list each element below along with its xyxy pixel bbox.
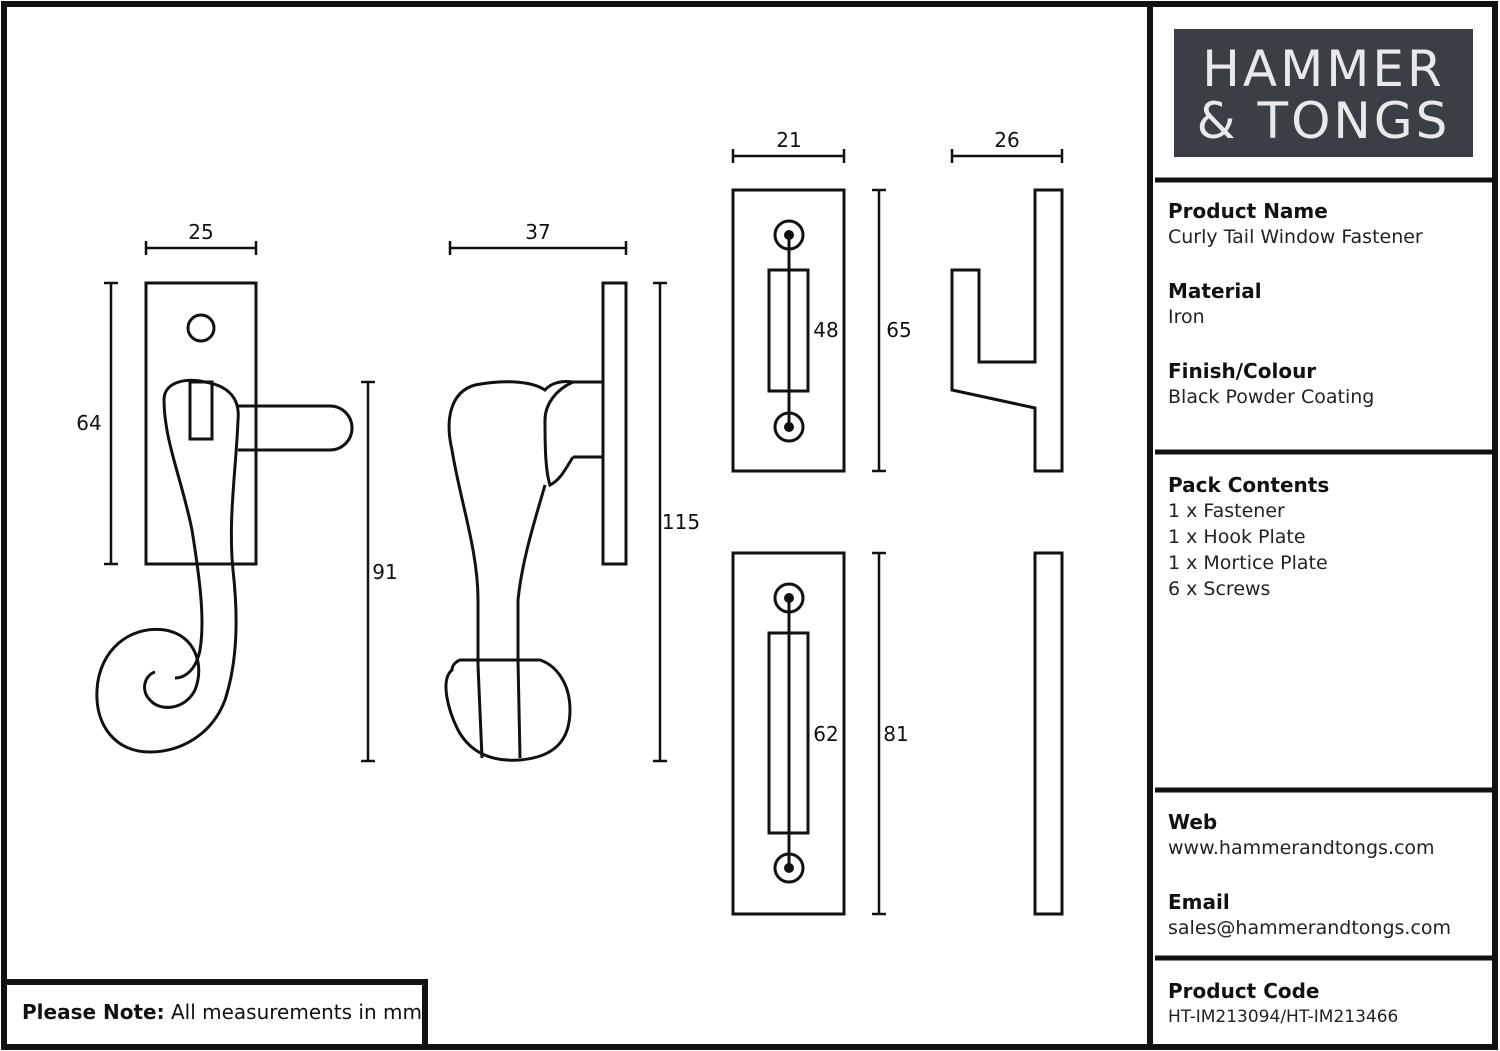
finish-label: Finish/Colour [1168, 359, 1317, 383]
note-text: All measurements in mm [170, 1000, 422, 1024]
dim-label-fastener-overall: 91 [372, 560, 398, 584]
dim-label-hook-plate-width: 21 [776, 128, 802, 152]
pack-contents [1168, 472, 1488, 602]
email-link[interactable]: sales@hammerandtongs.com [1168, 917, 1452, 939]
web-label: Web [1168, 810, 1218, 834]
logo-line-1: HAMMER [1202, 40, 1445, 98]
product-code-label: Product Code [1168, 979, 1320, 1003]
brand-logo [1174, 29, 1473, 157]
dim-label-side-overall: 115 [661, 510, 701, 534]
material-label: Material [1168, 279, 1262, 303]
dimension-lines [104, 149, 1062, 914]
contact-info [1168, 809, 1488, 941]
hook-side-view [952, 190, 1062, 471]
material-value: Iron [1168, 306, 1205, 328]
dim-label-side-width: 37 [525, 220, 551, 244]
dim-label-hook-slot: 48 [813, 318, 839, 342]
mortice-side-view [1035, 553, 1062, 914]
pack-item: 1 x Mortice Plate [1168, 552, 1328, 574]
fastener-front-view [97, 283, 352, 752]
note-label: Please Note: [22, 1000, 165, 1024]
pack-contents-label: Pack Contents [1168, 473, 1330, 497]
email-label: Email [1168, 890, 1230, 914]
pack-item: 1 x Hook Plate [1168, 526, 1306, 548]
logo-line-2: & TONGS [1196, 92, 1451, 150]
dim-label-hook-side-width: 26 [994, 128, 1020, 152]
dim-label-fastener-height: 64 [76, 411, 102, 435]
pack-item: 1 x Fastener [1168, 500, 1285, 522]
product-info [1168, 198, 1488, 410]
dim-label-hook-plate-height: 65 [886, 318, 912, 342]
product-name: Curly Tail Window Fastener [1168, 226, 1423, 248]
dim-label-mortice-height: 81 [883, 722, 909, 746]
pack-item: 6 x Screws [1168, 578, 1271, 600]
fastener-side-view [446, 283, 626, 760]
finish-value: Black Powder Coating [1168, 386, 1375, 408]
dim-label-mortice-slot: 62 [813, 722, 839, 746]
measurement-note [22, 1000, 422, 1024]
product-code: HT-IM213094/HT-IM213466 [1168, 1007, 1399, 1027]
product-name-label: Product Name [1168, 199, 1328, 223]
dim-label-fastener-width: 25 [188, 220, 214, 244]
web-link[interactable]: www.hammerandtongs.com [1168, 837, 1435, 859]
product-code-section [1168, 978, 1488, 1030]
